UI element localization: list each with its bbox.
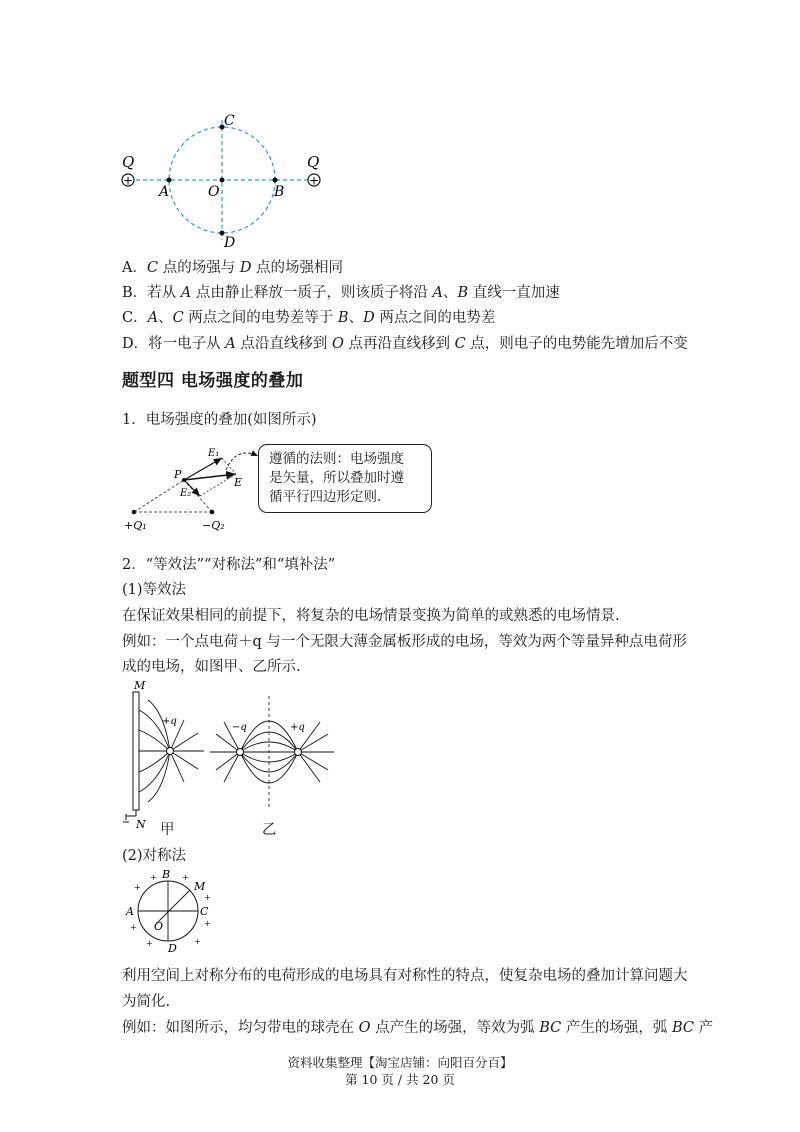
option-d: D．将一电子从 A 点沿直线移到 O 点再沿直线移到 C 点，则电子的电势能先增加后不变: [122, 336, 688, 352]
para-symmetry-1a: 利用空间上对称分布的电荷形成的电场具有对称性的特点，使复杂电场的叠加计算问题大: [122, 968, 688, 984]
option-b: B．若从 A 点由静止释放一质子，则该质子将沿 A、B 直线一直加速: [122, 285, 560, 301]
label-n: N: [136, 818, 146, 830]
label-b: B: [274, 184, 285, 200]
sym-label-b: B: [162, 868, 171, 881]
label-plus-q-2: +q: [290, 722, 305, 733]
sym-label-c: C: [200, 905, 209, 918]
figure-yi-dipole: [206, 696, 338, 808]
figure-two-charges-circle: [110, 105, 335, 255]
left-charge-sign: +: [122, 173, 134, 188]
label-e1: E₁: [208, 448, 220, 459]
svg-text:+: +: [146, 939, 153, 948]
label-a: A: [159, 184, 170, 200]
label-c: C: [224, 113, 235, 129]
label-m: M: [134, 679, 146, 692]
option-c: C．A、C 两点之间的电势差等于 B、D 两点之间的电势差: [122, 310, 496, 326]
sub-heading-symmetry: (2)对称法: [122, 848, 187, 864]
label-e2: E₂: [180, 488, 192, 499]
label-d: D: [224, 235, 236, 251]
figure-symmetry-sphere: [118, 866, 218, 956]
figure-jia-plate-charge: [118, 678, 210, 830]
item2-text: 2．“等效法”“对称法”和“填补法”: [122, 557, 336, 573]
label-e: E: [234, 476, 243, 489]
note-line-3: 循平行四边形定则.: [269, 489, 382, 505]
right-charge-sign: +: [308, 173, 320, 188]
svg-text:+: +: [130, 923, 137, 932]
label-q1: +Q₁: [124, 519, 147, 532]
sym-label-o: O: [154, 920, 164, 933]
svg-text:+: +: [204, 893, 211, 902]
label-minus-q: −q: [232, 722, 247, 733]
para-symmetry-2: 例如：如图所示，均匀带电的球壳在 O 点产生的场强，等效为弧 BC 产生的场强，弧 BC 产: [122, 1020, 714, 1036]
para-equivalent-1: 在保证效果相同的前提下，将复杂的电场情景变换为简单的或熟悉的电场情景.: [122, 608, 620, 624]
sym-label-d: D: [168, 942, 177, 955]
rule-note-box: [258, 444, 432, 513]
option-a: A．C 点的场强与 D 点的场强相同: [122, 260, 344, 276]
svg-text:+: +: [194, 937, 201, 946]
label-p: P: [174, 468, 182, 481]
para-equivalent-2b: 成的电场，如图甲、乙所示.: [122, 659, 301, 675]
section-heading: 题型四 电场强度的叠加: [122, 371, 304, 391]
label-jia: 甲: [160, 822, 175, 838]
label-yi: 乙: [262, 822, 277, 838]
sub-heading-equivalent: (1)等效法: [122, 582, 187, 598]
label-q2: −Q₂: [202, 519, 225, 532]
svg-text:+: +: [204, 919, 211, 928]
note-line-1: 遵循的法则：电场强度: [269, 451, 404, 467]
sym-label-m: M: [194, 880, 206, 893]
svg-text:+: +: [182, 873, 189, 882]
note-line-2: 是矢量，所以叠加时遵: [269, 470, 404, 486]
connector-arrow: [222, 444, 262, 474]
svg-text:+: +: [134, 883, 141, 892]
para-equivalent-2a: 例如：一个点电荷＋q 与一个无限大薄金属板形成的电场，等效为两个等量异种点电荷形: [122, 634, 687, 650]
svg-text:+: +: [150, 873, 157, 882]
label-q-right: Q: [307, 153, 320, 171]
label-o: O: [208, 184, 220, 200]
label-plus-q: +q: [162, 716, 177, 727]
sym-label-a: A: [126, 905, 134, 918]
footer-source: 资料收集整理【淘宝店铺：向阳百分百】: [287, 1055, 513, 1070]
item1-text: 1．电场强度的叠加(如图所示): [122, 412, 317, 428]
para-symmetry-1b: 为简化.: [122, 994, 171, 1010]
label-q-left: Q: [122, 153, 135, 171]
footer-page-number: 第 10 页 / 共 20 页: [345, 1072, 455, 1087]
